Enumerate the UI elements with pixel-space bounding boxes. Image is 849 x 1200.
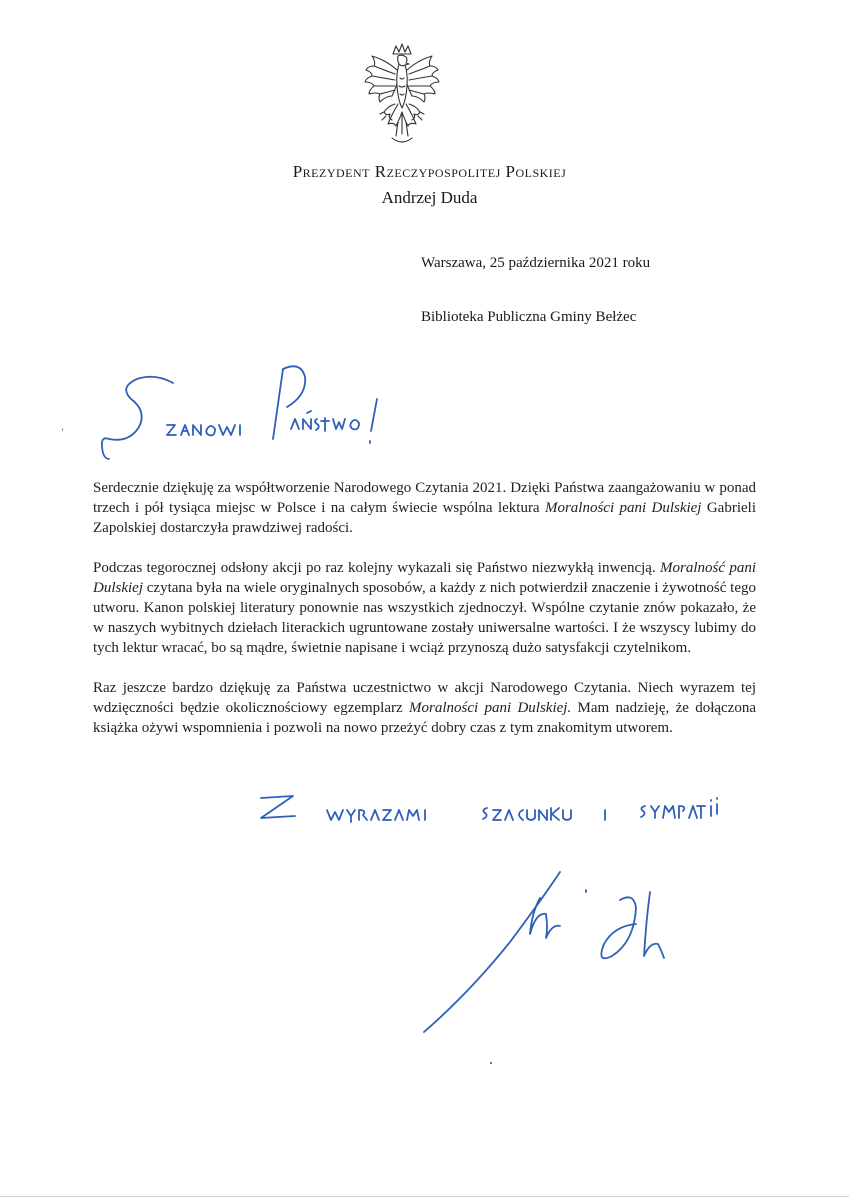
stray-mark — [490, 1062, 492, 1064]
letter-body — [93, 478, 756, 758]
handwritten-closing — [255, 790, 735, 840]
paragraph-1: Serdecznie dziękuję za współtworzenie Narodowego Czytania 2021. Dzięki Państwa zaangażowaniu w ponad trzech i pół tysiąca miejsc w Polsce i na całym świecie wspólna lektura Moralności pani Dulskiej Gabrieli Zapolskiej dostarczyła prawdziwej radości. — [93, 480, 756, 536]
stray-mark — [62, 428, 63, 431]
polish-eagle-emblem-icon — [362, 42, 442, 150]
paragraph-2: Podczas tegorocznej odsłony akcji po raz kolejny wykazali się Państwo niezwykłą inwencją. Moralność pani Dulskiej czytana była na wiele oryginalnych sposobów, a każdy z nich potwierdził znaczenie i żywotność tego utworu. Kanon polskiej literatury ponownie nas wszystkich zjednoczył. Wspólne czytanie znów pokazało, że w naszych wybitnych dziełach literackich ugruntowane zostały uniwersalne wartości. I że wszyscy lubimy do tych lektur wracać, bo są mądre, świetnie napisane i wciąż przynoszą dużo satysfakcji czytelnikom. — [93, 560, 756, 656]
handwritten-signature — [400, 852, 700, 1042]
paragraph-3: Raz jeszcze bardzo dziękuję za Państwa uczestnictwo w akcji Narodowego Czytania. Niech wyrazem tej wdzięczności będzie okolicznościowy egzemplarz Moralności pani Dulskiej. Mam nadzieję, że dołączona książka ożywi wspomnienia i pozwoli na nowo przeżyć dobry czas z tym znakomitym utworem. — [93, 680, 756, 736]
scan-edge-line — [0, 1196, 849, 1197]
book-title: Moralności pani Dulskiej. — [409, 700, 572, 716]
president-name: Andrzej Duda — [381, 188, 478, 207]
place-and-date: Warszawa, 25 października 2021 roku — [421, 255, 651, 271]
book-title: Moralności pani Dulskiej — [544, 500, 702, 516]
recipient: Biblioteka Publiczna Gminy Bełżec — [421, 309, 637, 325]
handwritten-salutation — [95, 355, 395, 465]
book-title: Moralność pani Dulskiej — [93, 560, 756, 596]
office-title: Prezydent Rzeczypospolitej Polskiej — [292, 162, 567, 181]
